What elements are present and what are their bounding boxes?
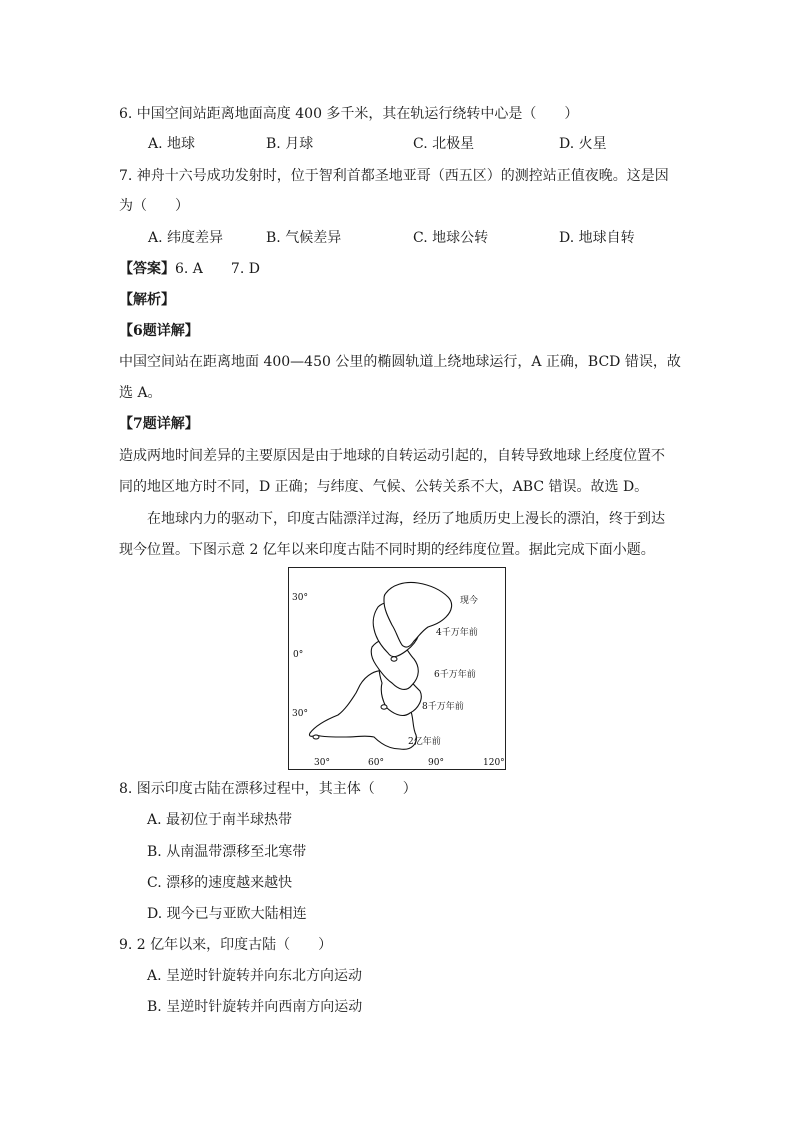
q8-option-a: A. 最初位于南半球热带 — [147, 812, 293, 828]
lon-label-120: 120° — [483, 758, 505, 768]
island-marker — [313, 735, 319, 739]
lat-label-30s: 30° — [292, 709, 308, 719]
q8-stem: 8. 图示印度古陆在漂移过程中，其主体（ ） — [119, 781, 417, 797]
q7-stem-line1: 7. 神舟十六号成功发射时，位于智利首都圣地亚哥（西五区）的测控站正值夜晚。这是因 — [119, 168, 669, 184]
label-60ma: 6千万年前 — [434, 670, 476, 680]
q7-detail-line1: 造成两地时间差异的主要原因是由于地球的自转运动引起的，自转导致地球上经度位置不 — [119, 448, 665, 464]
lon-label-30: 30° — [314, 758, 330, 768]
lon-label-60: 60° — [368, 758, 384, 768]
q7-detail-heading: 【7题详解】 — [119, 416, 199, 432]
analysis-heading: 【解析】 — [119, 292, 175, 308]
q6-detail-line1: 中国空间站在距离地面 400—450 公里的椭圆轨道上绕地球运行，A 正确，BCD 错误，故 — [119, 354, 681, 370]
island-marker — [381, 705, 387, 709]
lat-label-30n: 30° — [292, 593, 308, 603]
q8-option-d: D. 现今已与亚欧大陆相连 — [147, 906, 307, 922]
answer-text: 6. A 7. D — [175, 261, 260, 277]
q7-option-d: D. 地球自转 — [559, 230, 635, 246]
q7-option-c: C. 地球公转 — [413, 230, 489, 246]
intro-line2: 现今位置。下图示意 2 亿年以来印度古陆不同时期的经纬度位置。据此完成下面小题。 — [119, 542, 655, 558]
q6-option-c: C. 北极星 — [413, 136, 475, 152]
label-80ma: 8千万年前 — [422, 702, 464, 712]
lat-label-0: 0° — [293, 650, 304, 660]
q6-detail-line2: 选 A。 — [119, 385, 162, 401]
label-200ma: 2亿年前 — [408, 737, 441, 747]
q9-option-a: A. 呈逆时针旋转并向东北方向运动 — [147, 968, 363, 984]
q9-option-b: B. 呈逆时针旋转并向西南方向运动 — [147, 999, 363, 1015]
answer-line — [119, 259, 260, 279]
q6-option-b: B. 月球 — [266, 136, 314, 152]
q7-option-b: B. 气候差异 — [266, 230, 342, 246]
q8-option-b: B. 从南温带漂移至北寒带 — [147, 844, 307, 860]
label-present: 现今 — [460, 596, 479, 606]
q8-option-c: C. 漂移的速度越来越快 — [147, 875, 293, 891]
q9-stem: 9. 2 亿年以来，印度古陆（ ） — [119, 937, 333, 953]
label-40ma: 4千万年前 — [436, 628, 478, 638]
answer-label: 【答案】 — [119, 261, 175, 277]
q6-detail-heading: 【6题详解】 — [119, 323, 199, 339]
lon-label-90: 90° — [428, 758, 444, 768]
intro-line1: 在地球内力的驱动下，印度古陆漂洋过海，经历了地质历史上漫长的漂泊，终于到达 — [147, 511, 665, 527]
q7-stem-line2: 为（ ） — [119, 198, 189, 214]
island-marker — [391, 657, 397, 661]
q6-option-d: D. 火星 — [559, 136, 607, 152]
q7-detail-line2: 同的地区地方时不同，D 正确；与纬度、气候、公转关系不大，ABC 错误。故选 D。 — [119, 479, 649, 495]
q7-option-a: A. 纬度差异 — [148, 230, 224, 246]
q6-stem: 6. 中国空间站距离地面高度 400 多千米，其在轨运行绕转中心是（ ） — [119, 106, 579, 122]
q6-option-a: A. 地球 — [148, 136, 196, 152]
india-drift-map — [288, 567, 506, 770]
